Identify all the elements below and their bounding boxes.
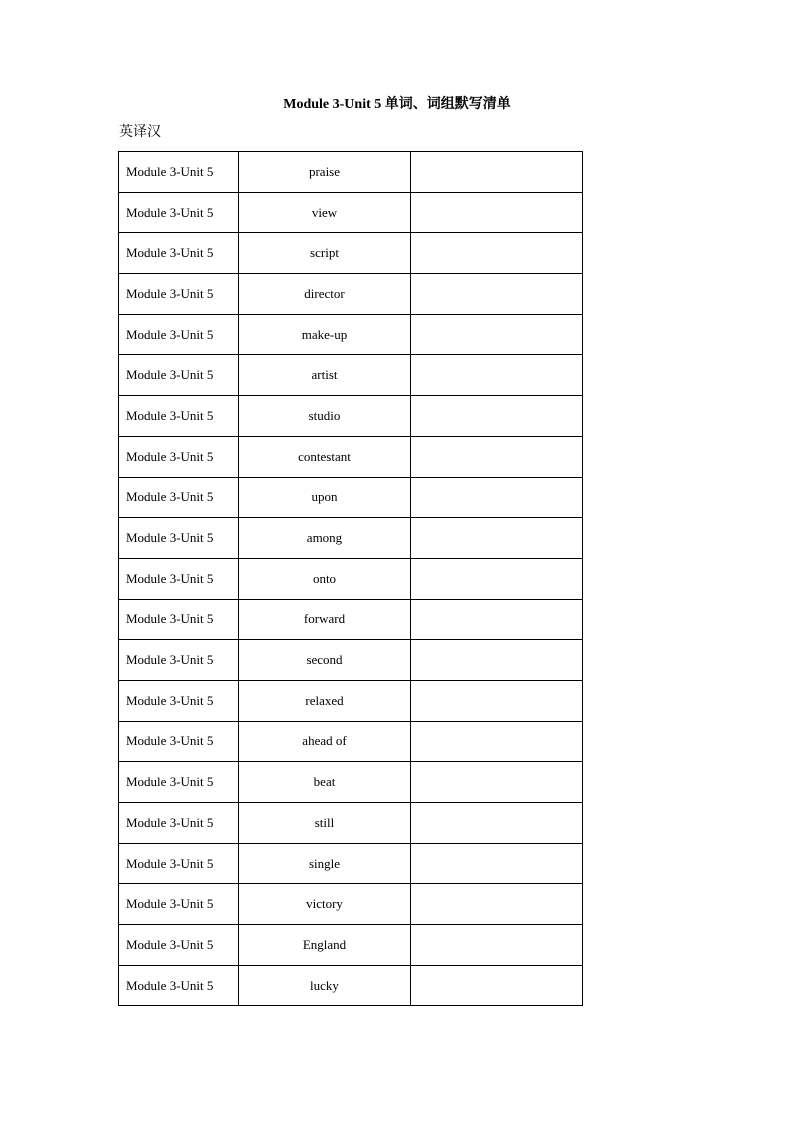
table-row bbox=[119, 274, 583, 315]
module-cell: Module 3-Unit 5 bbox=[119, 192, 239, 233]
answer-cell[interactable] bbox=[411, 558, 583, 599]
table-row bbox=[119, 884, 583, 925]
answer-cell[interactable] bbox=[411, 396, 583, 437]
module-cell: Module 3-Unit 5 bbox=[119, 843, 239, 884]
word-cell: praise bbox=[239, 152, 411, 193]
module-cell: Module 3-Unit 5 bbox=[119, 314, 239, 355]
word-cell: studio bbox=[239, 396, 411, 437]
table-row bbox=[119, 762, 583, 803]
module-cell: Module 3-Unit 5 bbox=[119, 152, 239, 193]
word-cell: second bbox=[239, 640, 411, 681]
table-row bbox=[119, 965, 583, 1006]
word-cell: onto bbox=[239, 558, 411, 599]
answer-cell[interactable] bbox=[411, 192, 583, 233]
table-row bbox=[119, 355, 583, 396]
answer-cell[interactable] bbox=[411, 965, 583, 1006]
word-cell: lucky bbox=[239, 965, 411, 1006]
word-cell: upon bbox=[239, 477, 411, 518]
module-cell: Module 3-Unit 5 bbox=[119, 803, 239, 844]
answer-cell[interactable] bbox=[411, 803, 583, 844]
table-row bbox=[119, 803, 583, 844]
answer-cell[interactable] bbox=[411, 233, 583, 274]
module-cell: Module 3-Unit 5 bbox=[119, 518, 239, 559]
answer-cell[interactable] bbox=[411, 314, 583, 355]
word-cell: make-up bbox=[239, 314, 411, 355]
section-label: 英译汉 bbox=[119, 124, 161, 140]
word-cell: victory bbox=[239, 884, 411, 925]
module-cell: Module 3-Unit 5 bbox=[119, 925, 239, 966]
module-cell: Module 3-Unit 5 bbox=[119, 599, 239, 640]
module-cell: Module 3-Unit 5 bbox=[119, 884, 239, 925]
answer-cell[interactable] bbox=[411, 680, 583, 721]
module-cell: Module 3-Unit 5 bbox=[119, 436, 239, 477]
answer-cell[interactable] bbox=[411, 884, 583, 925]
word-cell: view bbox=[239, 192, 411, 233]
table-row bbox=[119, 518, 583, 559]
table-row bbox=[119, 436, 583, 477]
word-cell: beat bbox=[239, 762, 411, 803]
table-row bbox=[119, 152, 583, 193]
module-cell: Module 3-Unit 5 bbox=[119, 396, 239, 437]
answer-cell[interactable] bbox=[411, 436, 583, 477]
table-row bbox=[119, 396, 583, 437]
word-cell: script bbox=[239, 233, 411, 274]
answer-cell[interactable] bbox=[411, 518, 583, 559]
table-row bbox=[119, 843, 583, 884]
table-row bbox=[119, 925, 583, 966]
word-cell: among bbox=[239, 518, 411, 559]
table-row bbox=[119, 192, 583, 233]
word-cell: ahead of bbox=[239, 721, 411, 762]
module-cell: Module 3-Unit 5 bbox=[119, 274, 239, 315]
answer-cell[interactable] bbox=[411, 477, 583, 518]
answer-cell[interactable] bbox=[411, 843, 583, 884]
answer-cell[interactable] bbox=[411, 762, 583, 803]
page-title: Module 3-Unit 5 单词、词组默写清单 bbox=[283, 97, 511, 112]
answer-cell[interactable] bbox=[411, 640, 583, 681]
word-cell: contestant bbox=[239, 436, 411, 477]
answer-cell[interactable] bbox=[411, 274, 583, 315]
module-cell: Module 3-Unit 5 bbox=[119, 355, 239, 396]
word-cell: forward bbox=[239, 599, 411, 640]
table-row bbox=[119, 721, 583, 762]
module-cell: Module 3-Unit 5 bbox=[119, 477, 239, 518]
table-row bbox=[119, 477, 583, 518]
answer-cell[interactable] bbox=[411, 355, 583, 396]
answer-cell[interactable] bbox=[411, 599, 583, 640]
word-cell: director bbox=[239, 274, 411, 315]
vocab-table bbox=[118, 151, 583, 1006]
word-cell: artist bbox=[239, 355, 411, 396]
word-cell: England bbox=[239, 925, 411, 966]
module-cell: Module 3-Unit 5 bbox=[119, 680, 239, 721]
table-row bbox=[119, 314, 583, 355]
word-cell: relaxed bbox=[239, 680, 411, 721]
module-cell: Module 3-Unit 5 bbox=[119, 233, 239, 274]
vocab-table-body bbox=[119, 152, 583, 1006]
answer-cell[interactable] bbox=[411, 152, 583, 193]
answer-cell[interactable] bbox=[411, 925, 583, 966]
module-cell: Module 3-Unit 5 bbox=[119, 762, 239, 803]
answer-cell[interactable] bbox=[411, 721, 583, 762]
module-cell: Module 3-Unit 5 bbox=[119, 558, 239, 599]
word-cell: still bbox=[239, 803, 411, 844]
table-row bbox=[119, 680, 583, 721]
table-row bbox=[119, 599, 583, 640]
table-row bbox=[119, 640, 583, 681]
module-cell: Module 3-Unit 5 bbox=[119, 640, 239, 681]
word-cell: single bbox=[239, 843, 411, 884]
module-cell: Module 3-Unit 5 bbox=[119, 965, 239, 1006]
table-row bbox=[119, 558, 583, 599]
module-cell: Module 3-Unit 5 bbox=[119, 721, 239, 762]
table-row bbox=[119, 233, 583, 274]
